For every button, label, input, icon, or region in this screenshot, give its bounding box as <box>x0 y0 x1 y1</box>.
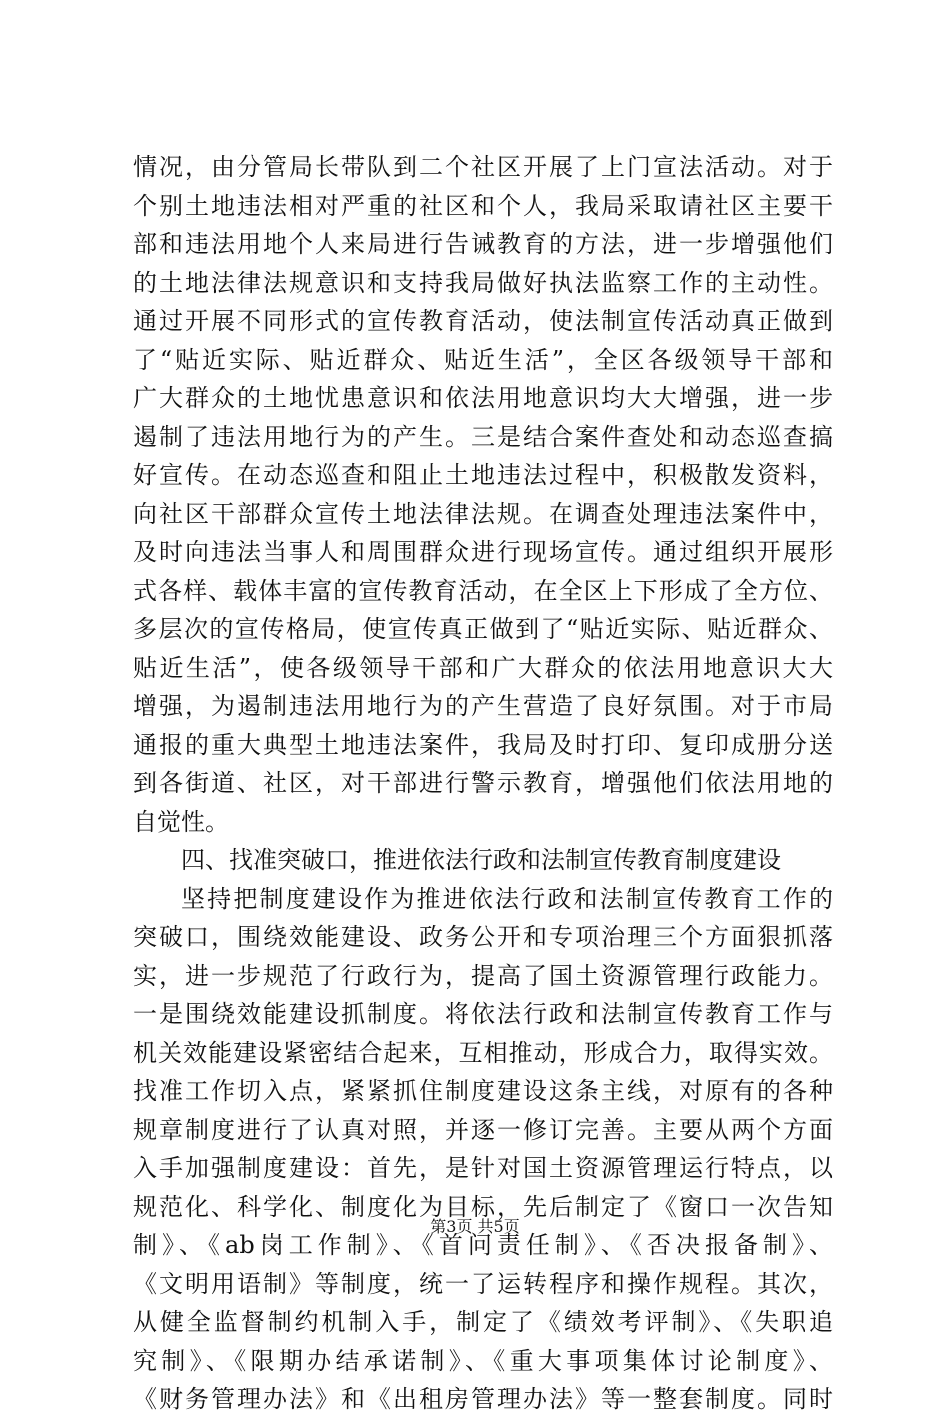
text-line: 贴近生活”，使各级领导干部和广大群众的依法用地意识大大 <box>133 653 833 682</box>
text-line: 从健全监督制约机制入手，制定了《绩效考评制》、《失职追 <box>133 1308 833 1336</box>
text-line: 机关效能建设紧密结合起来，互相推动，形成合力，取得实效。 <box>133 1038 833 1067</box>
text-line: 及时向违法当事人和周围群众进行现场宣传。通过组织开展形 <box>133 538 833 566</box>
text-line: 入手加强制度建设：首先，是针对国土资源管理运行特点，以 <box>133 1154 833 1182</box>
text-line: 规章制度进行了认真对照，并逐一修订完善。主要从两个方面 <box>133 1115 833 1144</box>
text-line: 的土地法律法规意识和支持我局做好执法监察工作的主动性。 <box>133 268 833 297</box>
section-heading: 四、找准突破口，推进依法行政和法制宣传教育制度建设 <box>181 846 781 874</box>
text-line: 情况，由分管局长带队到二个社区开展了上门宣法活动。对于 <box>133 153 833 181</box>
text-line: 多层次的宣传格局，使宣传真正做到了“贴近实际、贴近群众、 <box>133 615 833 643</box>
text-line: 突破口，围绕效能建设、政务公开和专项治理三个方面狠抓落 <box>133 923 833 951</box>
text-line: 制》、《ab岗工作制》、《首问责任制》、《否决报备制》、 <box>133 1231 833 1259</box>
text-line: 部和违法用地个人来局进行告诫教育的方法，进一步增强他们 <box>133 230 833 258</box>
text-line: 到各街道、社区，对干部进行警示教育，增强他们依法用地的 <box>133 769 833 797</box>
text-line: 究制》、《限期办结承诺制》、《重大事项集体讨论制度》、 <box>133 1346 833 1375</box>
text-line: 《财务管理办法》和《出租房管理办法》等一整套制度。同时 <box>133 1385 833 1413</box>
text-line: 向社区干部群众宣传土地法律法规。在调查处理违法案件中， <box>133 499 833 528</box>
page-footer <box>0 1214 950 1237</box>
text-line: 遏制了违法用地行为的产生。三是结合案件查处和动态巡查搞 <box>133 422 833 451</box>
text-line: 增强，为遏制违法用地行为的产生营造了良好氛围。对于市局 <box>133 692 833 720</box>
text-line: 《文明用语制》等制度，统一了运转程序和操作规程。其次， <box>133 1269 833 1298</box>
text-line: 好宣传。在动态巡查和阻止土地违法过程中，积极散发资料， <box>133 461 833 489</box>
text-line: 规范化、科学化、制度化为目标，先后制定了《窗口一次告知 <box>133 1192 833 1221</box>
paragraph-first-line: 坚持把制度建设作为推进依法行政和法制宣传教育工作的 <box>181 884 833 913</box>
text-line: 广大群众的土地忧患意识和依法用地意识均大大增强，进一步 <box>133 384 833 412</box>
text-line: 自觉性。 <box>133 807 229 836</box>
text-line: 实，进一步规范了行政行为，提高了国土资源管理行政能力。 <box>133 961 833 990</box>
text-line: 通过开展不同形式的宣传教育活动，使法制宣传活动真正做到 <box>133 307 833 335</box>
text-line: 一是围绕效能建设抓制度。将依法行政和法制宣传教育工作与 <box>133 1000 833 1028</box>
text-line: 个别土地违法相对严重的社区和个人，我局采取请社区主要干 <box>133 191 833 220</box>
text-line: 找准工作切入点，紧紧抓住制度建设这条主线，对原有的各种 <box>133 1077 833 1105</box>
text-line: 通报的重大典型土地违法案件，我局及时打印、复印成册分送 <box>133 730 833 759</box>
text-line: 式各样、载体丰富的宣传教育活动，在全区上下形成了全方位、 <box>133 576 833 605</box>
text-line: 了“贴近实际、贴近群众、贴近生活”，全区各级领导干部和 <box>133 345 833 374</box>
page-number-label: 第3页 共5页 <box>430 1217 520 1236</box>
